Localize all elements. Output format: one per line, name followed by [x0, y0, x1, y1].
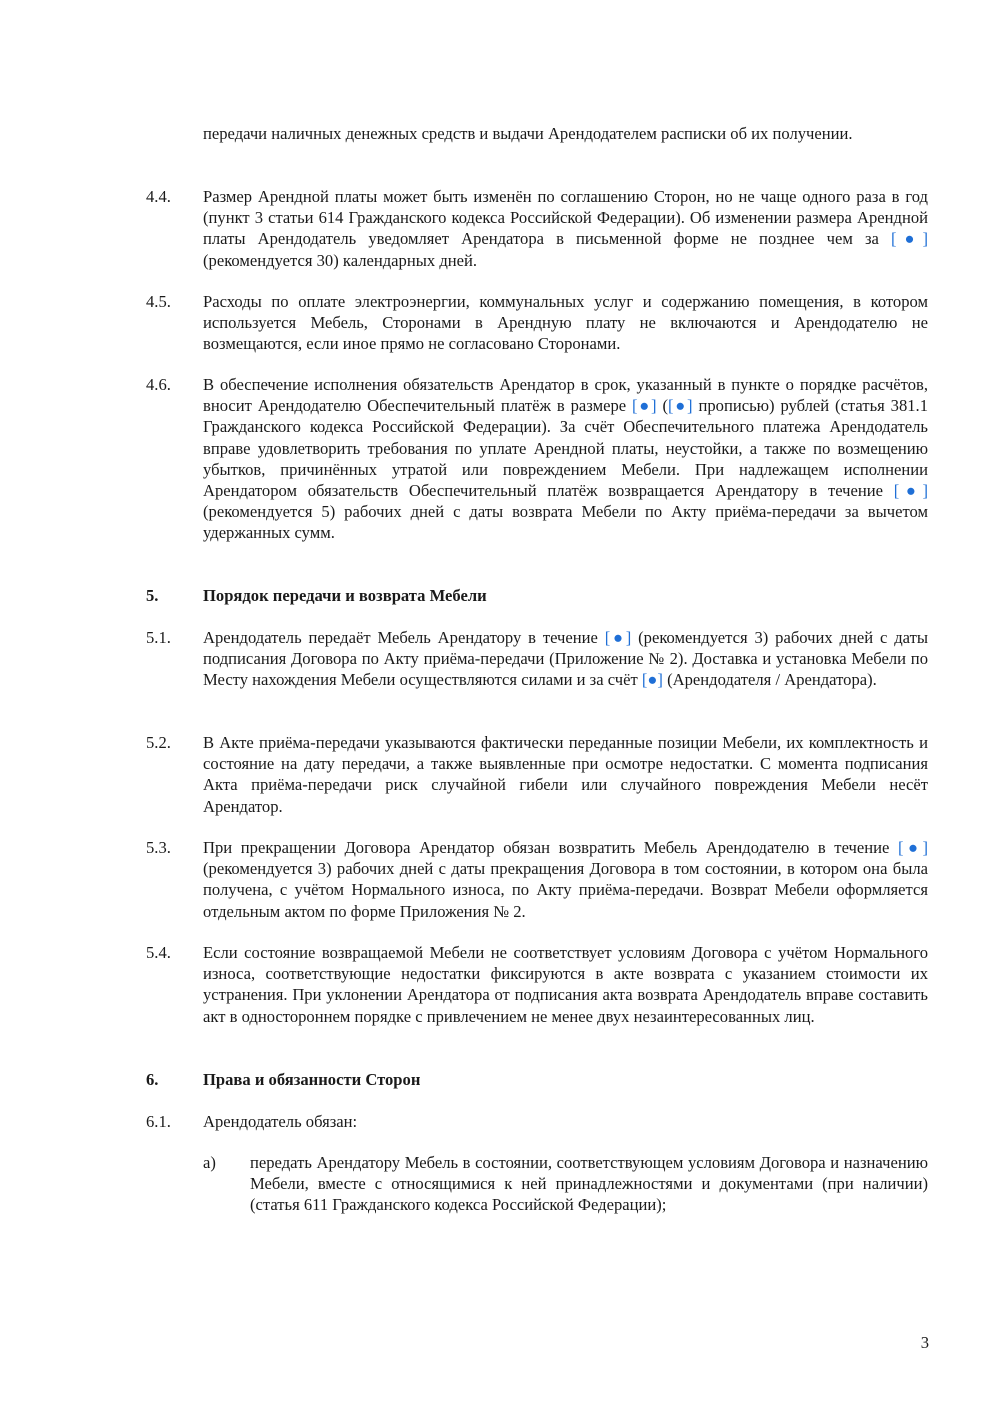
clause-4-5	[146, 291, 928, 355]
placeholder-marker: [●]	[668, 396, 693, 416]
clause-6-1-a	[203, 1152, 928, 1216]
clause-number: 5.3.	[146, 838, 171, 857]
clause-text: В Акте приёма-передачи указываются фактически переданные позиции Мебели, их комплектность и состояние на дату передачи, а также выявленные при осмотре недостатки. С момента подписания Акта приёма-передачи риск случайной гибели или случайного повреждения Мебели несёт Арендатор.	[203, 733, 928, 816]
section-title: Права и обязанности Сторон	[203, 1070, 421, 1089]
paragraph-text: передачи наличных денежных средств и выдачи Арендодателем расписки об их получении.	[203, 124, 853, 143]
text-fragment: (рекомендуется 30) календарных дней.	[203, 250, 478, 270]
text-fragment: прописью) рублей (статья 381.1 Гражданского кодекса Российской Федерации). За счёт Обеспечительного платежа Арендодатель вправе удовлетворить требования по уплате Арендной платы, неустойки, а также по возмещению убытков, причинённых утратой или повреждением Мебели. При надлежащем исполнении Арендатором обязательств Обеспечительный платёж возвращается Арендатору в течение	[203, 396, 928, 501]
clause-text	[203, 627, 928, 691]
clause-text: Расходы по оплате электроэнергии, коммунальных услуг и содержанию помещения, в котором используется Мебель, Сторонами в Арендную плату не включаются и Арендодателю не возмещаются, если иное прямо не согласовано Сторонами.	[203, 292, 928, 354]
clause-5-3	[146, 837, 928, 922]
clause-number: 6.1.	[146, 1112, 171, 1131]
clause-number: 4.4.	[146, 187, 171, 206]
text-fragment: (рекомендуется 3) рабочих дней с даты прекращения Договора в том состоянии, в котором она была получена, с учётом Нормального износа, по Акту приёма-передачи. Возврат Мебели оформляется отдельным актом по форме Приложения № 2.	[203, 859, 928, 921]
clause-number: 5.2.	[146, 733, 171, 752]
clause-4-6	[146, 374, 928, 544]
text-fragment: (Арендодателя / Арендатора).	[662, 670, 877, 690]
placeholder-marker: [●]	[604, 628, 632, 647]
clause-6-1	[146, 1111, 928, 1132]
clause-number: 5.1.	[146, 628, 171, 647]
placeholder-marker: [●]	[641, 670, 663, 690]
paragraph-continuation	[146, 123, 928, 144]
page-number: 3	[920, 1333, 929, 1352]
clause-text: Если состояние возвращаемой Мебели не соответствует условиям Договора с учётом Нормального износа, соответствующие недостатки фиксируются в акте возврата с указанием стоимости их устранения. При уклонении Арендатора от подписания акта возврата Арендодатель вправе составить акт в одностороннем порядке с привлечением не менее двух незаинтересованных лиц.	[203, 943, 928, 1026]
section-number: 5.	[146, 586, 159, 605]
placeholder-marker: [●]	[897, 838, 929, 857]
text-fragment: Арендодатель передаёт Мебель Арендатору в течение	[203, 628, 605, 647]
clause-text	[203, 186, 928, 271]
text-fragment: (	[656, 396, 669, 416]
placeholder-marker: [●]	[632, 396, 657, 416]
text-fragment: При прекращении Договора Арендатор обязан возвратить Мебель Арендодателю в течение	[203, 838, 898, 857]
clause-4-4	[146, 186, 928, 271]
clause-text	[203, 374, 928, 544]
clause-number: 4.5.	[146, 292, 171, 311]
placeholder-marker: [●]	[891, 229, 928, 249]
placeholder-marker: [●]	[893, 481, 928, 501]
clause-number: 4.6.	[146, 375, 171, 394]
section-number: 6.	[146, 1070, 159, 1089]
section-title: Порядок передачи и возврата Мебели	[203, 586, 487, 605]
text-fragment: (рекомендуется 5) рабочих дней с даты возврата Мебели по Акту приёма-передачи за вычетом удержанных сумм.	[203, 502, 928, 543]
text-fragment: Размер Арендной платы может быть изменён по соглашению Сторон, но не чаще одного раза в год (пункт 3 статьи 614 Гражданского кодекса Российской Федерации). Об изменении размера Арендной платы Арендодатель уведомляет Арендатора в письменной форме не позднее чем за	[203, 187, 928, 249]
subitem-text: передать Арендатору Мебель в состоянии, соответствующем условиям Договора и назначению Мебели, вместе с относящимися к ней принадлежностями и документами (при наличии) (статья 611 Гражданского кодекса Российской Федерации);	[250, 1153, 928, 1215]
clause-5-4	[146, 942, 928, 1027]
clause-text	[203, 837, 928, 922]
section-5-heading	[146, 585, 928, 606]
clause-5-1	[146, 627, 928, 691]
text-fragment: (рекомендуется 3) рабочих дней с даты подписания Договора по Акту приёма-передачи (Приложение № 2). Доставка и установка Мебели по Месту нахождения Мебели осуществляются силами и за счёт	[203, 628, 928, 690]
section-6-heading	[146, 1069, 928, 1090]
clause-text: Арендодатель обязан:	[203, 1112, 358, 1131]
subitem-letter: a)	[203, 1153, 216, 1172]
text-fragment: В обеспечение исполнения обязательств Арендатор в срок, указанный в пункте о порядке расчётов, вносит Арендодателю Обеспечительный платёж в размере	[203, 375, 928, 416]
clause-5-2	[146, 732, 928, 817]
clause-number: 5.4.	[146, 943, 171, 962]
